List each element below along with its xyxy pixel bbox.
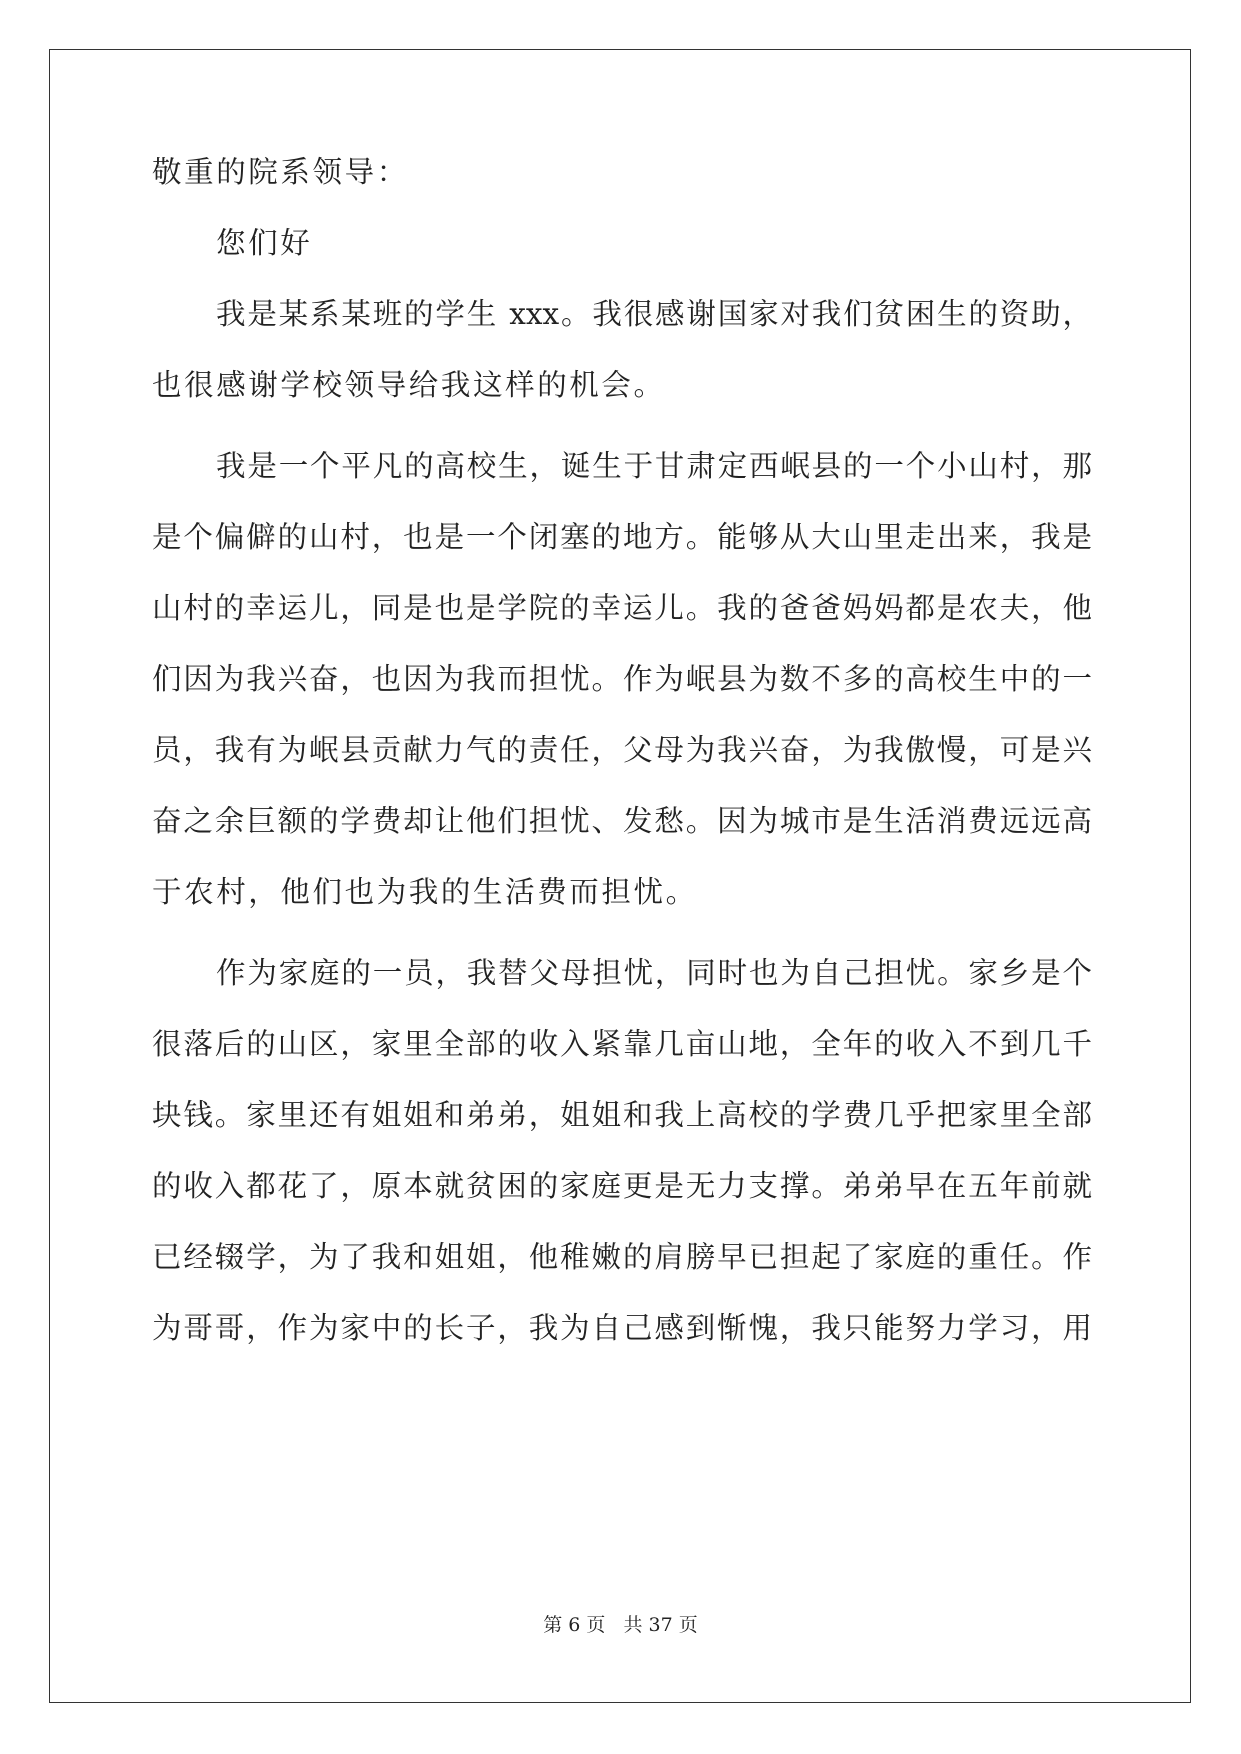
text-line: 山村的幸运儿，同是也是学院的幸运儿。我的爸爸妈妈都是农夫，他 [152,591,1092,625]
greeting: 您们好 [216,226,313,260]
text-line: 块钱。家里还有姐姐和弟弟，姐姐和我上高校的学费几乎把家里全部 [152,1098,1092,1132]
text-line: 我是一个平凡的高校生，诞生于甘肃定西岷县的一个小山村，那 [216,449,1092,483]
page-number: 第 6 页 共 37 页 [543,1614,698,1636]
text-line: 是个偏僻的山村，也是一个闭塞的地方。能够从大山里走出来，我是 [152,520,1092,554]
text-line: 我是某系某班的学生 xxx。我很感谢国家对我们贫困生的资助， [216,297,1092,331]
text-line: 很落后的山区，家里全部的收入紧靠几亩山地，全年的收入不到几千 [152,1027,1092,1061]
text-line: 的收入都花了，原本就贫困的家庭更是无力支撑。弟弟早在五年前就 [152,1169,1092,1203]
text-line: 于农村，他们也为我的生活费而担忧。 [152,875,698,909]
text-line: 也很感谢学校领导给我这样的机会。 [152,368,666,402]
text-line: 们因为我兴奋，也因为我而担忧。作为岷县为数不多的高校生中的一 [152,662,1092,696]
text-line: 作为家庭的一员，我替父母担忧，同时也为自己担忧。家乡是个 [216,956,1092,990]
text-line: 已经辍学，为了我和姐姐，他稚嫩的肩膀早已担起了家庭的重任。作 [152,1240,1092,1274]
text-line: 员，我有为岷县贡献力气的责任，父母为我兴奋，为我傲慢，可是兴 [152,733,1092,767]
salutation: 敬重的院系领导： [152,155,409,189]
text-line: 奋之余巨额的学费却让他们担忧、发愁。因为城市是生活消费远远高 [152,804,1092,838]
text-line: 为哥哥，作为家中的长子，我为自己感到惭愧，我只能努力学习，用 [152,1311,1092,1345]
